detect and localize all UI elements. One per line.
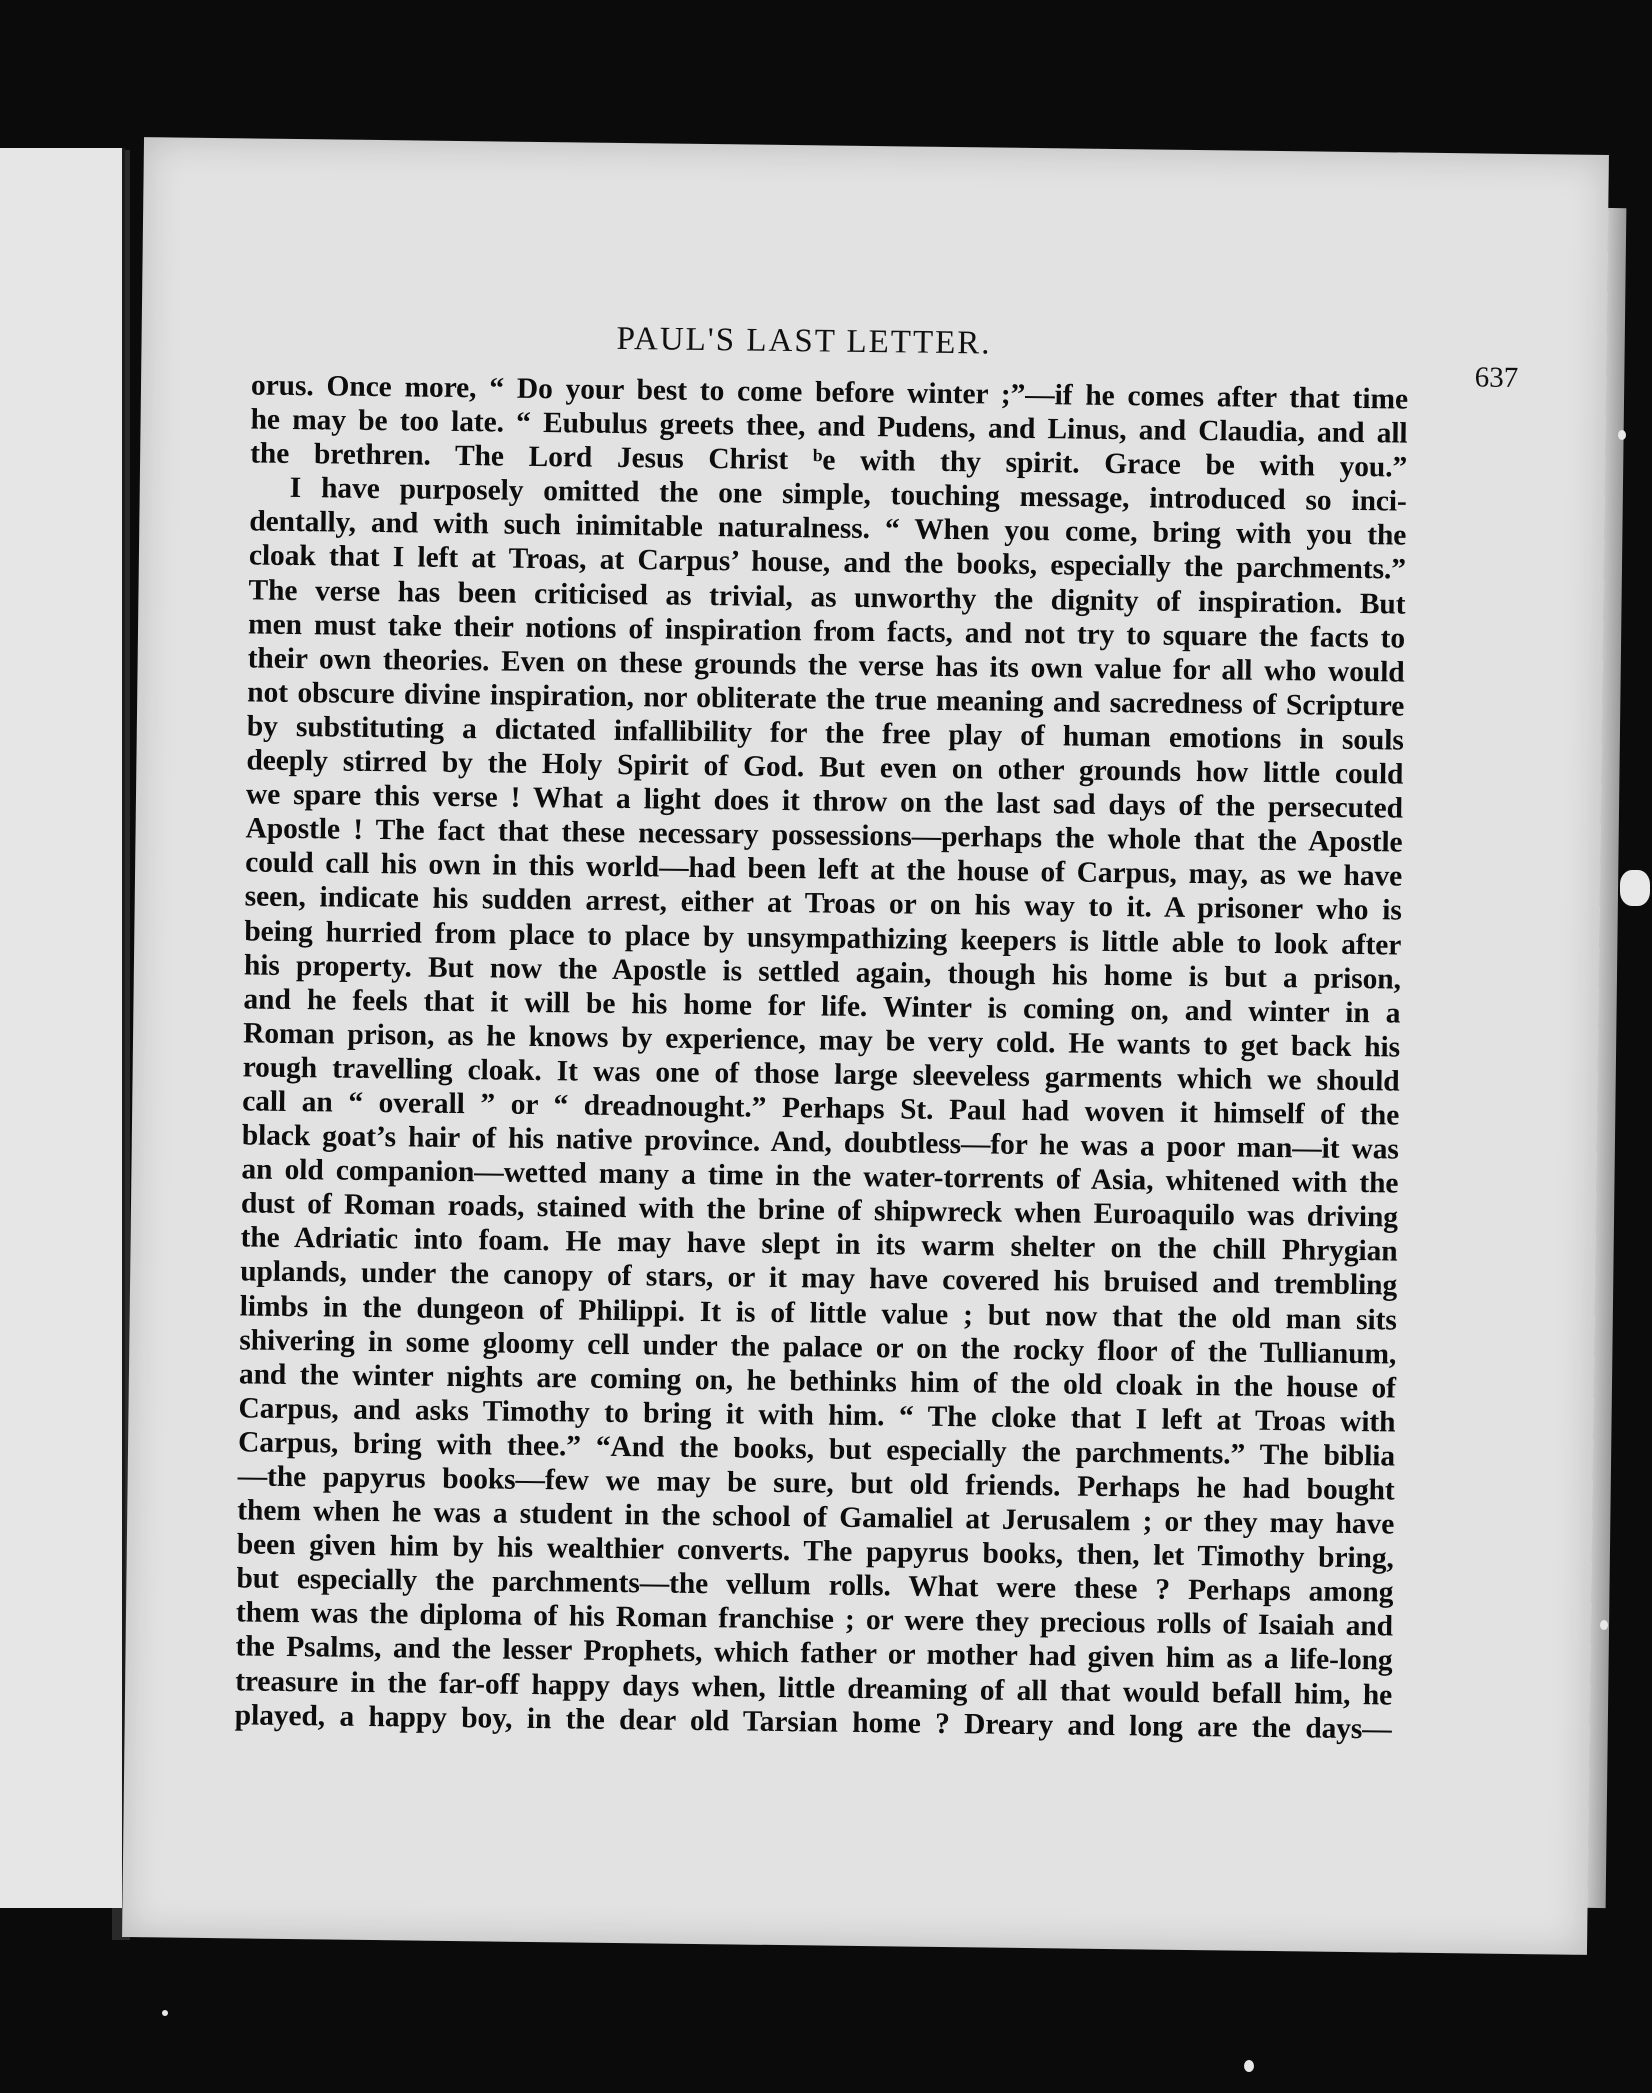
text-line: by substituting a dictated infallibility for the free play of human emotions in souls (246, 710, 1404, 757)
dust-speck (1618, 430, 1626, 440)
text-line: seen, indicate his sudden arrest, either at Troas or on his way to it. A prisoner who is (244, 880, 1402, 927)
text-line: and he feels that it will be his home for life. Winter is coming on, and winter in a (243, 983, 1401, 1030)
text-line: rough travelling cloak. It was one of those large sleeveless garments which we should (242, 1051, 1400, 1098)
text-line: limbs in the dungeon of Philippi. It is of little value ; but now that the old man sits (239, 1289, 1397, 1337)
text-line: the Psalms, and the lesser Prophets, which father or mother had given him as a life-long (235, 1630, 1393, 1677)
text-line: his property. But now the Apostle is settled again, though his home is but a prison, (243, 948, 1402, 996)
text-line: the brethren. The Lord Jesus Christ ᵇe with thy spirit. Grace be with you.” (249, 437, 1408, 484)
page-number: 637 (1474, 361, 1519, 394)
text-line: deeply stirred by the Holy Spirit of God. But even on other grounds how little could (246, 744, 1404, 791)
text-line: Carpus, bring with thee.” “And the books, but especially the parchments.” The biblia (237, 1426, 1396, 1473)
running-head (141, 315, 1606, 370)
text-line: the Adriatic into foam. He may have slept in its warm shelter on the chill Phrygian (240, 1221, 1398, 1268)
body-text (235, 368, 1409, 1746)
text-line: shivering in some gloomy cell under the palace or on the rocky floor of the Tullianum, (239, 1323, 1397, 1371)
dust-speck (1244, 2060, 1254, 2072)
text-line: dentally, and with such inimitable naturalness. “ When you come, bring with you the (249, 505, 1407, 552)
text-line: an old companion—wetted many a time in the water-torrents of Asia, whitened with the (241, 1153, 1399, 1200)
dust-speck (162, 2010, 168, 2016)
text-line: and the winter nights are coming on, he bethinks him of the old cloak in the house of (238, 1358, 1397, 1405)
text-line: could call his own in this world—had been left at the house of Carpus, may, as we have (244, 846, 1403, 893)
text-line: Apostle ! The fact that these necessary possessions—perhaps the whole that the Apostle (245, 812, 1403, 859)
text-line: them when he was a student in the school of Gamaliel at Jerusalem ; or they may have (237, 1494, 1395, 1541)
text-line: orus. Once more, “ Do your best to come before winter ;”—if he comes after that time (250, 369, 1409, 416)
text-line: Carpus, and asks Timothy to bring it with him. “ The cloke that I left at Troas with (238, 1392, 1396, 1439)
left-page-fragment (0, 148, 125, 1908)
text-line: dust of Roman roads, stained with the brine of shipwreck when Euroaquilo was driving (240, 1187, 1399, 1234)
text-line: being hurried from place to place by unsympathizing keepers is little able to look after (244, 914, 1402, 962)
text-line: them was the diploma of his Roman franchise ; or were they precious rolls of Isaiah and (235, 1596, 1394, 1643)
text-line: I have purposely omitted the one simple, touching message, introduced so inci- (289, 472, 1407, 518)
text-line: but especially the parchments—the vellum rolls. What were these ? Perhaps among (236, 1562, 1394, 1609)
dust-speck (1620, 870, 1650, 906)
dust-speck (1600, 1620, 1608, 1630)
text-line: their own theories. Even on these grounds the verse has its own value for all who would (247, 642, 1405, 689)
running-head-text: PAUL'S LAST LETTER. (616, 320, 992, 362)
text-line: men must take their notions of inspiration from facts, and not try to square the facts to (247, 608, 1406, 655)
text-line: we spare this verse ! What a light does it throw on the last sad days of the persecuted (245, 778, 1404, 825)
text-line: The verse has been criticised as trivial, as unworthy the dignity of inspiration. But (248, 573, 1406, 621)
text-line: —the papyrus books—few we may be sure, but old friends. Perhaps he had bought (237, 1460, 1395, 1507)
text-line: he may be too late. “ Eubulus greets thee, and Pudens, and Linus, and Claudia, and all (250, 403, 1408, 450)
text-line: cloak that I left at Troas, at Carpus’ house, and the books, especially the parchments.” (248, 539, 1407, 587)
text-line: treasure in the far-off happy days when, little dreaming of all that would befall him, he (235, 1664, 1393, 1712)
text-line: uplands, under the canopy of stars, or it may have covered his bruised and trembling (239, 1255, 1398, 1302)
text-line: Roman prison, as he knows by experience, may be very cold. He wants to get back his (242, 1017, 1401, 1064)
text-line: not obscure divine inspiration, nor obliterate the true meaning and sacredness of Scripture (247, 676, 1405, 723)
text-line: call an “ overall ” or “ dreadnought.” Perhaps St. Paul had woven it himself of the (242, 1085, 1400, 1132)
text-line: black goat’s hair of his native province. And, doubtless—for he was a poor man—it was (241, 1119, 1399, 1166)
text-line: played, a happy boy, in the dear old Tarsian home ? Dreary and long are the days— (234, 1699, 1392, 1746)
book-page (122, 137, 1609, 1955)
text-line: been given him by his wealthier converts. The papyrus books, then, let Timothy bring, (236, 1528, 1394, 1575)
